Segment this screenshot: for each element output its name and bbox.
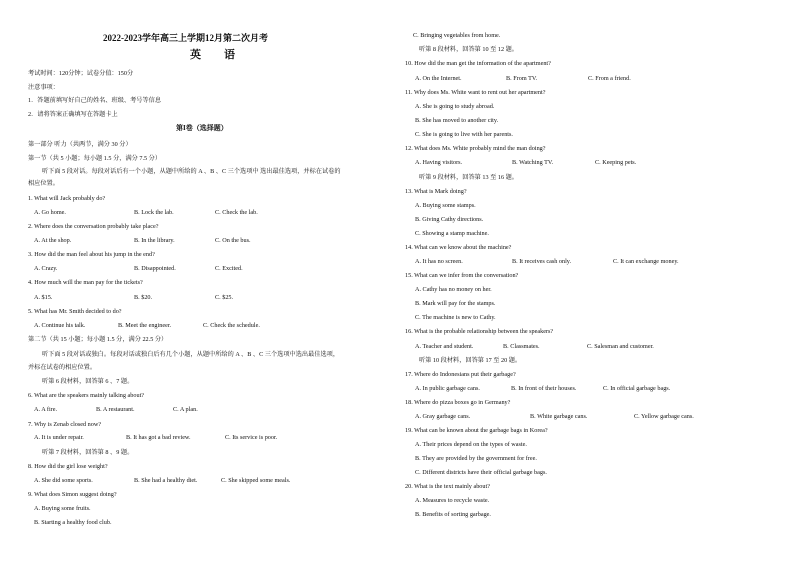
- subject-title: 英 语: [190, 49, 241, 61]
- q7-option-a: A. It is under repair.: [34, 434, 84, 441]
- q10-option-b: B. From TV.: [506, 75, 538, 82]
- question-18: 18. Where do pizza boxes go in Germany?: [405, 399, 511, 406]
- q19-option-c: C. Different districts have their official garbage bags.: [415, 469, 547, 476]
- question-7: 7. Why is Zenab closed now?: [28, 421, 102, 428]
- question-1: 1. What will Jack probably do?: [28, 195, 106, 202]
- q17-option-a: A. In public garbage cans.: [415, 385, 480, 392]
- part1-title: 第一部分 听力（共两节，满分 30 分）: [28, 141, 132, 148]
- sec1-instruction-cont: 相应位置。: [28, 180, 59, 187]
- q13-option-c: C. Showing a stamp machine.: [415, 230, 489, 237]
- sec2-instruction: 听下面 5 段对话或独白。每段对话或独白后有几个小题，从题中所给的 A 、B 、C 三个选项中选出最佳选项，: [42, 351, 340, 358]
- q19-option-b: B. They are provided by the government for free.: [415, 455, 537, 462]
- sec2-title: 第二节（共 15 小题；每小题 1.5 分，满分 22.5 分）: [28, 336, 168, 343]
- q18-option-c: C. Yellow garbage cans.: [634, 413, 694, 420]
- notice-title: 注意事项：: [28, 84, 59, 91]
- exam-title: 2022-2023学年高三上学期12月第二次月考: [103, 33, 268, 43]
- q19-option-a: A. Their prices depend on the types of waste.: [415, 441, 527, 448]
- q2-option-b: B. In the library.: [134, 237, 175, 244]
- q6-option-c: C. A plan.: [173, 406, 198, 413]
- q16-option-b: B. Classmates.: [503, 343, 540, 350]
- q15-option-b: B. Mark will pay for the stamps.: [415, 300, 496, 307]
- question-15: 15. What can we infer from the conversation?: [405, 272, 519, 279]
- q18-option-b: B. White garbage cans.: [530, 413, 588, 420]
- q11-option-b: B. She has moved to another city.: [415, 117, 499, 124]
- listen-10: 听第 10 段材料，回答第 17 至 20 题。: [419, 357, 522, 364]
- question-19: 19. What can be known about the garbage bags in Korea?: [405, 427, 548, 434]
- q3-option-b: B. Disappointed.: [134, 265, 176, 272]
- q13-option-b: B. Giving Cathy directions.: [415, 216, 484, 223]
- question-4: 4. How much will the man pay for the tickets?: [28, 279, 143, 286]
- q14-option-b: B. It receives cash only.: [512, 258, 572, 265]
- q7-option-c: C. Its service is poor.: [225, 434, 278, 441]
- q7-option-b: B. It has got a bad review.: [126, 434, 191, 441]
- q11-option-a: A. She is going to study abroad.: [415, 103, 495, 110]
- q17-option-b: B. In front of their houses.: [511, 385, 577, 392]
- question-12: 12. What does Ms. White probably mind the man doing?: [405, 145, 546, 152]
- question-9: 9. What does Simon suggest doing?: [28, 491, 117, 498]
- q10-option-c: C. From a friend.: [588, 75, 631, 82]
- q8-option-a: A. She did some sports.: [34, 477, 93, 484]
- q5-option-c: C. Check the schedule.: [203, 322, 260, 329]
- question-6: 6. What are the speakers mainly talking about?: [28, 392, 145, 399]
- q12-option-c: C. Keeping pets.: [595, 159, 637, 166]
- question-8: 8. How did the girl lose weight?: [28, 463, 108, 470]
- question-17: 17. Where do Indonesians put their garbage?: [405, 371, 516, 378]
- listen-7: 听第 7 段材料，回答第 8 、9 题。: [42, 449, 134, 456]
- q2-option-a: A. At the shop.: [34, 237, 72, 244]
- q17-option-c: C. In official garbage bags.: [603, 385, 671, 392]
- q8-option-c: C. She skipped some meals.: [221, 477, 291, 484]
- notice-1: 1．答题前填写好自己的姓名、班级、考号等信息: [28, 97, 162, 104]
- q4-option-b: B. $20.: [134, 294, 153, 301]
- listen-6: 听第 6 段材料，回答第 6 、7 题。: [42, 378, 134, 385]
- q20-option-b: B. Benefits of sorting garbage.: [415, 511, 491, 518]
- q18-option-a: A. Gray garbage cans.: [415, 413, 471, 420]
- question-10: 10. How did the man get the information of the apartment?: [405, 60, 551, 67]
- sec1-instruction: 听下面 5 段对话。每段对话后有一个小题，从题中所给的 A 、B 、C 三个选项中 选出最佳选项，并标在试卷的: [42, 168, 341, 175]
- listen-8: 听第 8 段材料，回答第 10 至 12 题。: [419, 46, 518, 53]
- q13-option-a: A. Buying some stamps.: [415, 202, 476, 209]
- q6-option-a: A. A fire.: [34, 406, 58, 413]
- q9-option-b: B. Starting a healthy food club.: [34, 519, 112, 526]
- volume-title: 第I卷（选择题）: [176, 124, 228, 132]
- q5-option-a: A. Continue his talk.: [34, 322, 86, 329]
- question-14: 14. What can we know about the machine?: [405, 244, 512, 251]
- q12-option-b: B. Watching TV.: [512, 159, 554, 166]
- question-11: 11. Why does Ms. White want to rent out her apartment?: [405, 89, 546, 96]
- sec2-instruction-cont: 并标在试卷的相应位置。: [28, 364, 97, 371]
- question-3: 3. How did the man feel about his jump in the end?: [28, 251, 155, 258]
- q8-option-b: B. She had a healthy diet.: [134, 477, 198, 484]
- q20-option-a: A. Measures to recycle waste.: [415, 497, 490, 504]
- q2-option-c: C. On the bus.: [215, 237, 251, 244]
- q1-option-a: A. Go home.: [34, 209, 66, 216]
- q9-option-a: A. Buying some fruits.: [34, 505, 91, 512]
- q10-option-a: A. On the Internet.: [415, 75, 462, 82]
- question-2: 2. Where does the conversation probably take place?: [28, 223, 159, 230]
- q4-option-c: C. $25.: [215, 294, 234, 301]
- exam-info: 考试时间：120分钟；试卷分值：150分: [28, 70, 134, 77]
- sec1-title: 第一节（共 5 小题；每小题 1.5 分，满分 7.5 分）: [28, 155, 162, 162]
- q1-option-c: C. Check the lab.: [215, 209, 258, 216]
- q3-option-a: A. Crazy.: [34, 265, 58, 272]
- listen-9: 听第 9 段材料，回答第 13 至 16 题。: [419, 174, 518, 181]
- q6-option-b: B. A restaurant.: [96, 406, 135, 413]
- q16-option-a: A. Teacher and student.: [415, 343, 474, 350]
- question-5: 5. What has Mr. Smith decided to do?: [28, 308, 122, 315]
- q12-option-a: A. Having visitors.: [415, 159, 463, 166]
- q15-option-a: A. Cathy has no money on her.: [415, 286, 492, 293]
- q16-option-c: C. Salesman and customer.: [587, 343, 654, 350]
- question-20: 20. What is the text mainly about?: [405, 483, 490, 490]
- q15-option-c: C. The machine is new to Cathy.: [415, 314, 496, 321]
- q1-option-b: B. Lock the lab.: [134, 209, 174, 216]
- q14-option-a: A. It has no screen.: [415, 258, 463, 265]
- q14-option-c: C. It can exchange money.: [613, 258, 679, 265]
- notice-2: 2．请将答案正确填写在答题卡上: [28, 111, 118, 118]
- question-13: 13. What is Mark doing?: [405, 188, 467, 195]
- question-16: 16. What is the probable relationship between the speakers?: [405, 328, 554, 335]
- q11-option-c: C. She is going to live with her parents.: [415, 131, 513, 138]
- q4-option-a: A. $15.: [34, 294, 53, 301]
- q9-option-c: C. Bringing vegetables from home.: [413, 32, 501, 39]
- q3-option-c: C. Excited.: [215, 265, 243, 272]
- q5-option-b: B. Meet the engineer.: [118, 322, 172, 329]
